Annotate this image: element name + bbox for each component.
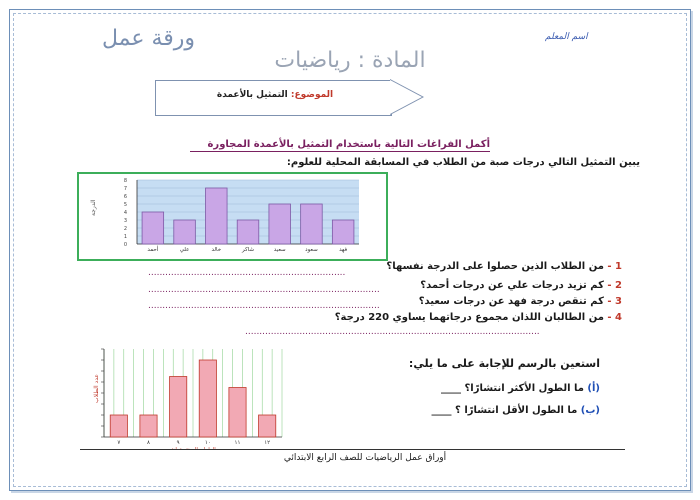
question-b-text: ما الطول الأقل انتشارًا ؟ xyxy=(455,405,578,416)
teacher-label: اسم المعلم xyxy=(545,32,588,42)
heights-category-label: ٨ xyxy=(147,440,150,446)
scores-category-label: علي xyxy=(179,247,190,253)
scores-tick-label: 2 xyxy=(123,226,127,232)
scores-bar xyxy=(269,204,291,244)
heights-category-label: ٩ xyxy=(176,440,180,446)
scores-bar xyxy=(301,204,323,244)
scores-tick-label: 1 xyxy=(123,234,127,240)
scores-category-label: شاكر xyxy=(242,247,254,253)
heights-chart-xlabel: الطول بالسنتيمترات xyxy=(170,447,216,450)
question-b-mark: (ب) xyxy=(580,405,600,416)
section2-heading: استعين بالرسم للإجابة على ما يلي: xyxy=(408,357,600,370)
scores-tick-label: 7 xyxy=(123,186,127,192)
subject-title: المادة : رياضيات xyxy=(274,48,426,73)
heights-bar xyxy=(140,415,157,437)
question-1 xyxy=(386,261,622,272)
heights-chart-frame xyxy=(92,345,287,450)
question-3 xyxy=(419,296,622,307)
topic-arrow-fill xyxy=(390,80,422,114)
heights-bar xyxy=(170,377,187,438)
question-a-text: ما الطول الأكثر انتشارًا؟ xyxy=(464,383,584,394)
question-4-text: من الطالبان اللذان مجموع درجاتهما يساوي 220 درجة؟ xyxy=(334,312,604,323)
scores-bar xyxy=(142,212,164,244)
scores-chart xyxy=(79,174,382,255)
question-2-num: 2 - xyxy=(607,280,622,291)
scores-bar xyxy=(174,220,196,244)
question-a-blank[interactable]: ____ xyxy=(441,383,462,394)
footer-text: أوراق عمل الرياضيات للصف الرابع الابتدائي xyxy=(283,453,447,463)
question-4-num: 4 - xyxy=(607,312,622,323)
answer-line-1[interactable]: ..................................................................... xyxy=(148,268,346,278)
question-b xyxy=(432,405,600,416)
answer-line-3[interactable]: ................................................................................. xyxy=(148,301,380,311)
question-2 xyxy=(420,280,622,291)
question-a xyxy=(441,383,600,394)
scores-category-label: أحمد xyxy=(147,247,159,253)
heights-bar xyxy=(199,360,216,437)
footer-divider xyxy=(80,449,625,450)
heights-bar xyxy=(259,415,276,437)
heights-chart xyxy=(92,345,287,450)
answer-line-2[interactable]: ................................................................................. xyxy=(148,285,380,295)
heights-category-label: ١٠ xyxy=(204,440,211,446)
question-b-blank[interactable]: ____ xyxy=(431,405,452,416)
worksheet-title: ورقة عمل xyxy=(101,26,195,51)
scores-chart-ylabel: الدرجة xyxy=(90,199,97,216)
scores-category-label: فهد xyxy=(339,247,348,253)
instruction: أكمل الفراغات التالية باستخدام التمثيل بالأعمدة المجاورة xyxy=(190,139,490,152)
question-3-num: 3 - xyxy=(607,296,622,307)
scores-tick-label: 5 xyxy=(123,202,127,208)
question-a-mark: (أ) xyxy=(587,383,600,394)
scores-category-label: سعود xyxy=(305,247,318,253)
scores-category-label: سعيد xyxy=(273,247,286,253)
question-4 xyxy=(335,312,622,323)
scores-tick-label: 6 xyxy=(123,194,127,200)
scores-tick-label: 3 xyxy=(123,218,127,224)
topic-label: الموضوع: xyxy=(290,90,334,100)
scores-bar xyxy=(237,220,259,244)
heights-bar xyxy=(110,415,127,437)
heights-chart-ylabel: عدد الطلاب xyxy=(93,374,100,403)
scores-chart-frame xyxy=(77,172,388,261)
answer-line-4[interactable]: ....................................................................................................... xyxy=(245,327,540,337)
scores-category-label: خالد xyxy=(211,247,222,253)
heights-category-label: ١١ xyxy=(234,440,241,446)
heights-category-label: ١٢ xyxy=(264,440,271,446)
topic-value: التمثيل بالأعمدة xyxy=(216,90,288,100)
scores-bar xyxy=(332,220,354,244)
question-2-text: كم تزيد درجات علي عن درجات أحمد؟ xyxy=(420,280,604,291)
topic-text xyxy=(165,90,385,100)
scores-tick-label: 4 xyxy=(123,210,127,216)
question-1-text: من الطلاب الذين حصلوا على الدرجة نفسها؟ xyxy=(386,261,604,272)
question-1-num: 1 - xyxy=(607,261,622,272)
scores-bar xyxy=(206,188,228,244)
scores-tick-label: 8 xyxy=(123,178,127,184)
scores-tick-label: 0 xyxy=(123,242,127,248)
question-3-text: كم تنقص درجة فهد عن درجات سعيد؟ xyxy=(418,296,604,307)
heights-category-label: ٧ xyxy=(117,440,121,446)
intro-text: يبين التمثيل التالي درجات صبة من الطلاب في المسابقة المحلية للعلوم: xyxy=(286,157,640,168)
heights-bar xyxy=(229,388,246,438)
